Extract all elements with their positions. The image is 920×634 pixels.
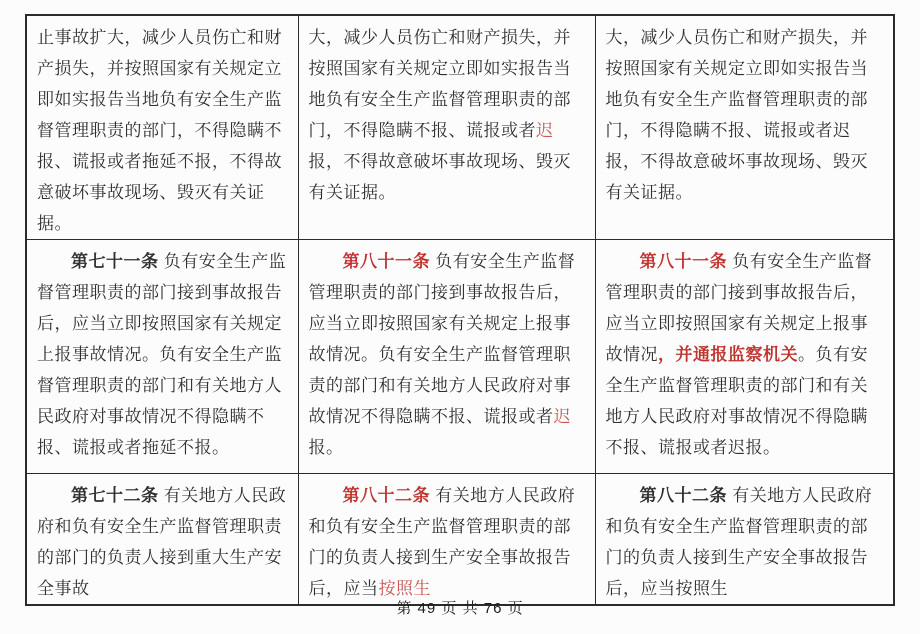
text-run: 。负有安全生产监督管理职责的部门和有关地方人民政府对事故情况不得隐瞒不报、谎报或者迟报。 [605,345,868,457]
text-run: 报，不得故意破坏事故现场、毁灭有关证据。 [308,152,571,202]
text-run: 负有安全生产监督管理职责的部门接到事故报告后，应当立即按照国家有关规定上报事故情况。负有安全生产监督管理职责的部门和有关地方人民政府对事故情况不得隐瞒不报、谎报或者 [308,252,576,426]
text-run: 负有安全生产监督管理职责的部门接到事故报告后，应当立即按照国家有关规定上报事故情况。负有安全生产监督管理职责的部门和有关地方人民政府对事故情况不得隐瞒不报、谎报或者拖延不报。 [37,252,287,457]
table-cell [26,15,298,240]
cell-paragraph [37,246,289,463]
text-run: 负有安全生产监督管理职责的部门接到事故报告后，应当立即按照国家有关规定上报事故情况 [605,252,873,364]
text-run: 有关地方人民政府和负有安全生产监督管理职责的部门的负责人接到重大生产安全事故 [37,486,287,598]
table-cell [298,474,595,606]
text-run: 第八十一条 [342,252,430,271]
footer-page-number: 第 49 页 共 76 页 [396,600,524,617]
text-run: 大，减少人员伤亡和财产损失，并按照国家有关规定立即如实报告当地负有安全生产监督管理职责的部门，不得隐瞒不报、谎报或者迟报，不得故意破坏事故现场、毁灭有关证据。 [605,28,868,202]
cell-paragraph [37,22,289,239]
table-row [26,15,894,240]
text-run: 迟 [553,407,571,426]
table-cell [298,240,595,474]
text-run: 有关地方人民政府和负有安全生产监督管理职责的部门的负责人接到生产安全事故报告后，应当按照生 [605,486,873,598]
cell-paragraph [606,22,885,208]
table-cell [298,15,595,240]
text-run: 止事故扩大，减少人员伤亡和财产损失，并按照国家有关规定立即如实报告当地负有安全生产监督管理职责的部门，不得隐瞒不报、谎报或者拖延不报，不得故意破坏事故现场、毁灭有关证据。 [37,28,282,233]
text-run: 第八十二条 [342,486,430,505]
table-cell [595,474,894,606]
table-cell [26,240,298,474]
text-run: 大，减少人员伤亡和财产损失，并按照国家有关规定立即如实报告当地负有安全生产监督管理职责的部门，不得隐瞒不报、谎报或者 [308,28,571,140]
law-comparison-table [25,14,895,606]
table-cell [595,15,894,240]
table-row [26,240,894,474]
text-run: 按照生 [378,579,431,598]
text-run: 第八十一条 [639,252,727,271]
table-cell [595,240,894,474]
cell-paragraph [309,480,586,604]
table-cell [26,474,298,606]
text-run: 第七十一条 [71,252,159,271]
table-row [26,474,894,606]
cell-paragraph [37,480,289,604]
cell-paragraph [309,22,586,208]
text-run: 第七十二条 [71,486,159,505]
text-run: ，并通报监察机关 [658,345,798,364]
cell-paragraph [606,246,885,463]
text-run: 报。 [308,438,344,457]
text-run: 有关地方人民政府和负有安全生产监督管理职责的部门的负责人接到生产安全事故报告后，应当 [308,486,576,598]
cell-paragraph [309,246,586,463]
text-run: 迟 [536,121,554,140]
text-run: 第八十二条 [639,486,727,505]
cell-paragraph [606,480,885,604]
